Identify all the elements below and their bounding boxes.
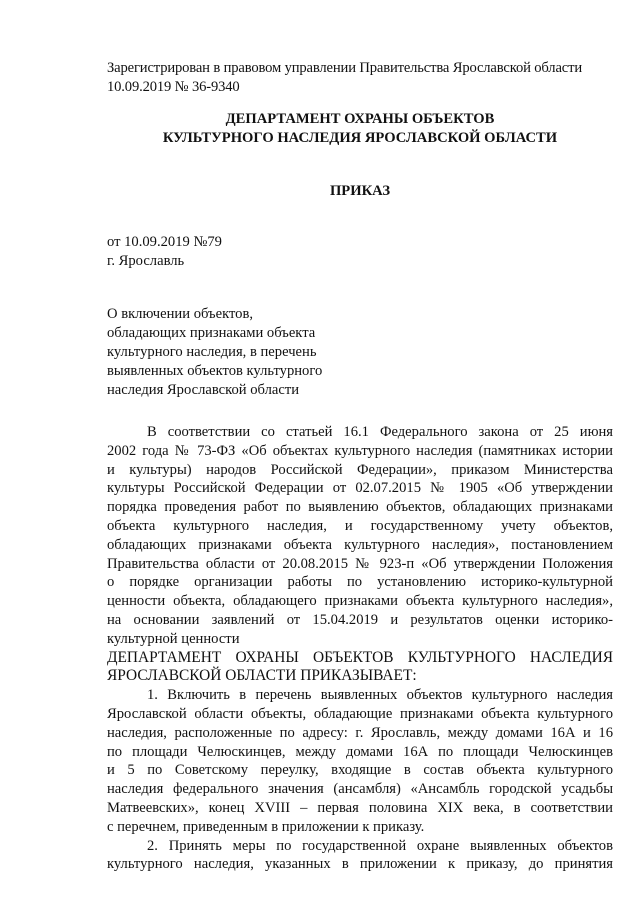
item2-line: 2. Принять меры по государственной охране выявленных объектов [147, 837, 613, 854]
subject-line: О включении объектов, [107, 306, 253, 322]
order-date-block [107, 233, 222, 271]
preamble-line: на основании заявлений от 15.04.2019 и результатов оценки историко- [107, 611, 613, 628]
preamble-line: культурной ценности [107, 630, 240, 647]
item1-line: наследия федерального значения (ансамбля) «Ансамбль городской усадьбы [107, 781, 613, 798]
department-title [107, 110, 613, 148]
subject-line: выявленных объектов культурного [107, 363, 323, 379]
item2-line: культурного наследия, указанных в приложении к приказу, до принятия [107, 856, 613, 873]
preamble-line: и культуры) народов Российской Федерации», приказом Министерства [107, 461, 613, 478]
preamble-line: порядка проведения работ по выявлению объектов, обладающих признаками [107, 499, 613, 516]
decree-line: ДЕПАРТАМЕНТ ОХРАНЫ ОБЪЕКТОВ КУЛЬТУРНОГО НАСЛЕДИЯ [107, 648, 613, 666]
subject-line: наследия Ярославской области [107, 382, 300, 398]
department-title-line: ДЕПАРТАМЕНТ ОХРАНЫ ОБЪЕКТОВ [225, 111, 495, 127]
order-city: г. Ярославль [107, 253, 185, 269]
item1-line: наследия, расположенные по адресу: г. Ярославль, между домами 16А и 16 [107, 724, 613, 741]
order-title: ПРИКАЗ [329, 183, 391, 199]
subject-line: обладающих признаками объекта [107, 325, 316, 341]
order-subject [107, 305, 367, 400]
subject-line: культурного наследия, в перечень [107, 344, 317, 360]
preamble-line: 2002 года № 73-ФЗ «Об объектах культурного наследия (памятниках истории [107, 442, 613, 459]
registration-note [107, 59, 617, 97]
preamble-line: объекта культурного наследия, и государственному учету объектов, [107, 517, 613, 534]
item1-line: и 5 по Советскому переулку, входящие в состав объекта культурного [107, 762, 613, 779]
item1-line: с перечнем, приведенным в приложении к приказу. [107, 818, 425, 835]
registration-line: Зарегистрирован в правовом управлении Правительства Ярославской области [107, 60, 582, 76]
decree-line: ЯРОСЛАВСКОЙ ОБЛАСТИ ПРИКАЗЫВАЕТ: [107, 667, 417, 685]
preamble-line: ценности объекта, обладающего признаками объекта культурного наследия», [107, 593, 613, 610]
registration-number: 10.09.2019 № 36-9340 [107, 79, 240, 95]
preamble-line: культуры Российской Федерации от 02.07.2015 № 1905 «Об утверждении [107, 480, 613, 497]
preamble-line: Правительства области от 20.08.2015 № 923-п «Об утверждении Положения [107, 555, 613, 572]
item1-line: Матвеевских», конец XVIII – первая половина XIX века, в соответствии [107, 799, 613, 816]
item1-line: Ярославской области объекты, обладающие признаками объекта культурного [107, 705, 613, 722]
preamble-line: о порядке организации работы по установлению историко-культурной [107, 574, 613, 591]
preamble-line: обладающих признаками объекта культурного наследия», постановлением [107, 536, 613, 553]
department-title-line: КУЛЬТУРНОГО НАСЛЕДИЯ ЯРОСЛАВСКОЙ ОБЛАСТИ [162, 130, 558, 146]
item1-line: 1. Включить в перечень выявленных объектов культурного наследия [147, 687, 613, 704]
item1-line: по площади Челюскинцев, между домами 16А по площади Челюскинцев [107, 743, 613, 760]
order-body [107, 423, 613, 874]
preamble-line: В соответствии со статьей 16.1 Федерального закона от 25 июня [147, 424, 613, 440]
order-date: от 10.09.2019 №79 [107, 234, 222, 250]
